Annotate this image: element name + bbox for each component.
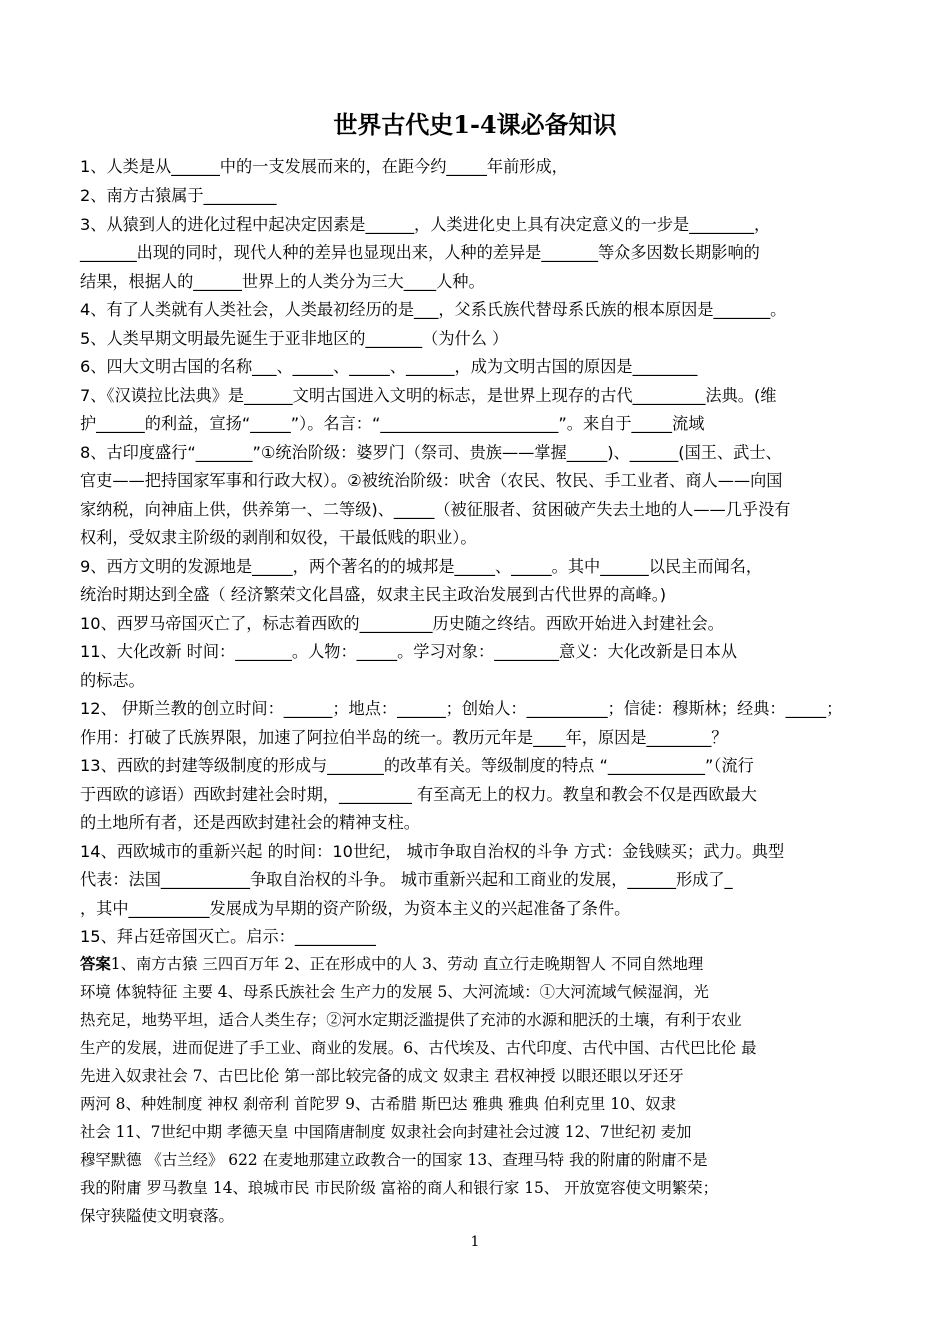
page-number: 1 bbox=[470, 1234, 480, 1250]
answer-line: 环境 体貌特征 主要 4、母系氏族社会 生产力的发展 5、大河流域：①大河流域气候湿润，光 bbox=[80, 983, 709, 1001]
question-line: 11、大化改新 时间：_______。人物：_____。学习对象：________意义：大化改新是日本从 bbox=[80, 642, 738, 661]
question-line: 3、从猿到人的进化过程中起决定因素是______，人类进化史上具有决定意义的一步是________， bbox=[80, 215, 771, 234]
answer-line: 热充足，地势平坦，适合人类生存；②河水定期泛滥提供了充沛的水源和肥沃的土壤，有利于农业 bbox=[80, 1011, 742, 1029]
question-line: 的土地所有者，还是西欧封建社会的精神支柱。 bbox=[80, 813, 420, 832]
question-line: 护______的利益，宣扬“_____”）。名言：“______________________”。来自于_____流域 bbox=[80, 414, 705, 433]
question-line: 权利，受奴隶主阶级的剥削和奴役，干最低贱的职业）。 bbox=[80, 528, 477, 547]
question-line: 6、四大文明古国的名称___、_____、_____、______，成为文明古国的原因是________ bbox=[80, 357, 698, 376]
answer-line: 社会 11、7世纪中期 孝德天皇 中国隋唐制度 奴隶社会向封建社会过渡 12、7世纪初 麦加 bbox=[80, 1123, 692, 1141]
answer-label: 答案 bbox=[80, 955, 111, 973]
question-line: 14、西欧城市的重新兴起 的时间：10世纪， 城市争取自治权的斗争 方式：金钱赎买；武力。典型 bbox=[80, 842, 785, 861]
answer-line: 先进入奴隶社会 7、古巴比伦 第一部比较完备的成文 奴隶主 君权神授 以眼还眼以牙还牙 bbox=[80, 1067, 684, 1085]
question-line: ，其中__________发展成为早期的资产阶级，为资本主义的兴起准备了条件。 bbox=[80, 899, 631, 918]
question-line: 官吏——把持国家军事和行政大权）。②被统治阶级：吠舍（农民、牧民、手工业者、商人——向国 bbox=[80, 471, 783, 490]
question-line: 7、《汉谟拉比法典》是______文明古国进入文明的标志，是世界上现存的古代_________法典。(维 bbox=[80, 386, 777, 405]
question-line: 12、 伊斯兰教的创立时间：______；地点：______；创始人：__________；信徒：穆斯林；经典：_____； bbox=[80, 699, 843, 718]
page-title: 世界古代史1-4课必备知识 bbox=[333, 110, 617, 139]
question-line: 1、人类是从______中的一支发展而来的，在距今约_____年前形成， bbox=[80, 157, 568, 176]
answer-line: 生产的发展，进而促进了手工业、商业的发展。6、古代埃及、古代印度、古代中国、古代巴比伦 最 bbox=[80, 1039, 757, 1057]
question-line: 结果，根据人的______世界上的人类分为三大____人种。 bbox=[80, 272, 485, 291]
question-line: 统治时期达到全盛（ 经济繁荣文化昌盛，奴隶主民主政治发展到古代世界的高峰。) bbox=[80, 585, 667, 604]
question-line: 10、西罗马帝国灭亡了，标志着西欧的_________历史随之终结。西欧开始进入封建社会。 bbox=[80, 614, 724, 633]
answer-line bbox=[80, 951, 880, 979]
question-line: 8、古印度盛行“_______”①统治阶级：婆罗门（祭司、贵族——掌握_____)、______(国王、武士、 bbox=[80, 443, 782, 462]
question-line: _______出现的同时，现代人种的差异也显现出来，人种的差异是_______等众多因数长期影响的 bbox=[80, 243, 760, 262]
question-line: 4、有了人类就有人类社会，人类最初经历的是___，父系氏族代替母系氏族的根本原因是_______。 bbox=[80, 300, 787, 319]
question-line: 2、南方古猿属于_________ bbox=[80, 186, 277, 205]
answer-line: 保守狭隘使文明衰落。 bbox=[80, 1207, 234, 1225]
question-line: 9、西方文明的发源地是_____，两个著名的的城邦是_____、_____。其中______以民主而闻名， bbox=[80, 557, 763, 576]
question-line: 代表：法国___________争取自治权的斗争。 城市重新兴起和工商业的发展，______形成了_ bbox=[80, 870, 733, 889]
answer-line: 两河 8、种姓制度 神权 刹帝利 首陀罗 9、古希腊 斯巴达 雅典 雅典 伯利克里 10、奴隶 bbox=[80, 1095, 676, 1113]
question-line: 15、拜占廷帝国灭亡。启示：__________ bbox=[80, 927, 376, 946]
question-line: 家纳税，向神庙上供，供养第一、二等级)、_____（被征服者、贫困破产失去土地的人——几乎没有 bbox=[80, 500, 791, 519]
answer-text: 1、南方古猿 三四百万年 2、正在形成中的人 3、劳动 直立行走晚期智人 不同自然地理 bbox=[110, 955, 704, 973]
answer-line: 穆罕默德 《古兰经》 622 在麦地那建立政教合一的国家 13、查理马特 我的附庸的附庸不是 bbox=[80, 1151, 708, 1169]
question-line: 于西欧的谚语）西欧封建社会时期，_________ 有至高无上的权力。教皇和教会不仅是西欧最大 bbox=[80, 785, 757, 804]
question-line: 13、西欧的封建等级制度的形成与_______的改革有关。等级制度的特点 “____________”（流行 bbox=[80, 756, 754, 775]
question-line: 的标志。 bbox=[80, 671, 145, 690]
answer-line: 我的附庸 罗马教皇 14、琅城市民 市民阶级 富裕的商人和银行家 15、 开放宽容使文明繁荣； bbox=[80, 1179, 718, 1197]
question-line: 5、人类早期文明最先诞生于亚非地区的_______（为什么 ） bbox=[80, 329, 509, 348]
question-line: 作用：打破了氏族界限，加速了阿拉伯半岛的统一。教历元年是____年，原因是________？ bbox=[80, 728, 728, 747]
